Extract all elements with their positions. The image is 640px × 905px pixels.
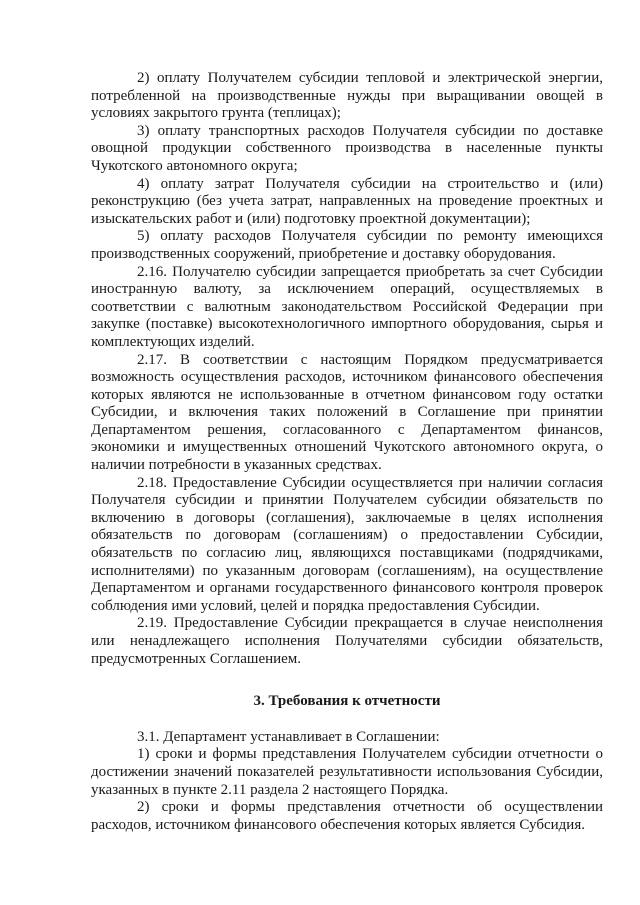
paragraph-3-1-item-1: 1) сроки и формы представления Получателем субсидии отчетности о достижении значений показателей результативности использования Субсидии, указанных в пункте 2.11 раздела 2 настоящего Порядка.: [91, 746, 603, 798]
paragraph-item-2: 2) оплату Получателем субсидии тепловой и электрической энергии, потребленной на производственные нужды при выращивании овощей в условиях закрытого грунта (теплицах);: [91, 70, 603, 122]
section-2-continued: [91, 70, 603, 668]
document-page: [91, 70, 603, 834]
section-3-heading: 3. Требования к отчетности: [253, 693, 441, 710]
paragraph-2-16: 2.16. Получателю субсидии запрещается приобретать за счет Субсидии иностранную валюту, за исключением операций, осуществляемых в соответствии с валютным законодательством Российской Федерации при закупке (поставке) высокотехнологичного импортного оборудования, сырья и комплектующих изделий.: [91, 263, 603, 350]
paragraph-2-19: 2.19. Предоставление Субсидии прекращается в случае неисполнения или ненадлежащего исполнения Получателями субсидии обязательств, предусмотренных Соглашением.: [91, 615, 603, 667]
section-3: [91, 729, 603, 835]
paragraph-item-4: 4) оплату затрат Получателя субсидии на строительство и (или) реконструкцию (без учета затрат, направленных на проведение проектных и изыскательских работ и (или) подготовку проектной документации);: [91, 175, 603, 227]
paragraph-item-5: 5) оплату расходов Получателя субсидии по ремонту имеющихся производственных сооружений, приобретение и доставку оборудования.: [91, 228, 603, 262]
paragraph-2-18: 2.18. Предоставление Субсидии осуществляется при наличии согласия Получателя субсидии и принятии Получателем субсидии обязательств по включению в договоры (соглашения), заключаемые в целях исполнения обязательств по договорам (соглашениям) о предоставлении Субсидии, обязательств по согласию лиц, являющихся поставщиками (подрядчиками, исполнителями) по указанным договорам (соглашениям), на осуществление Департаментом и органами государственного финансового контроля проверок соблюдения ими условий, целей и порядка предоставления Субсидии.: [91, 474, 603, 614]
paragraph-2-17: 2.17. В соответствии с настоящим Порядком предусматривается возможность осуществления расходов, источником финансового обеспечения которых являются не использованные в отчетном финансовом году остатки Субсидии, и включения таких положений в Соглашение при принятии Департаментом решения, согласованного с Департаментом финансов, экономики и имущественных отношений Чукотского автономного округа, о наличии потребности в указанных средствах.: [91, 351, 603, 474]
paragraph-3-1-item-2: 2) сроки и формы представления отчетности об осуществлении расходов, источником финансового обеспечения которых является Субсидия.: [91, 799, 603, 833]
paragraph-item-3: 3) оплату транспортных расходов Получателя субсидии по доставке овощной продукции собственного производства в населенные пункты Чукотского автономного округа;: [91, 122, 603, 174]
paragraph-3-1: 3.1. Департамент устанавливает в Соглашении:: [137, 728, 440, 745]
